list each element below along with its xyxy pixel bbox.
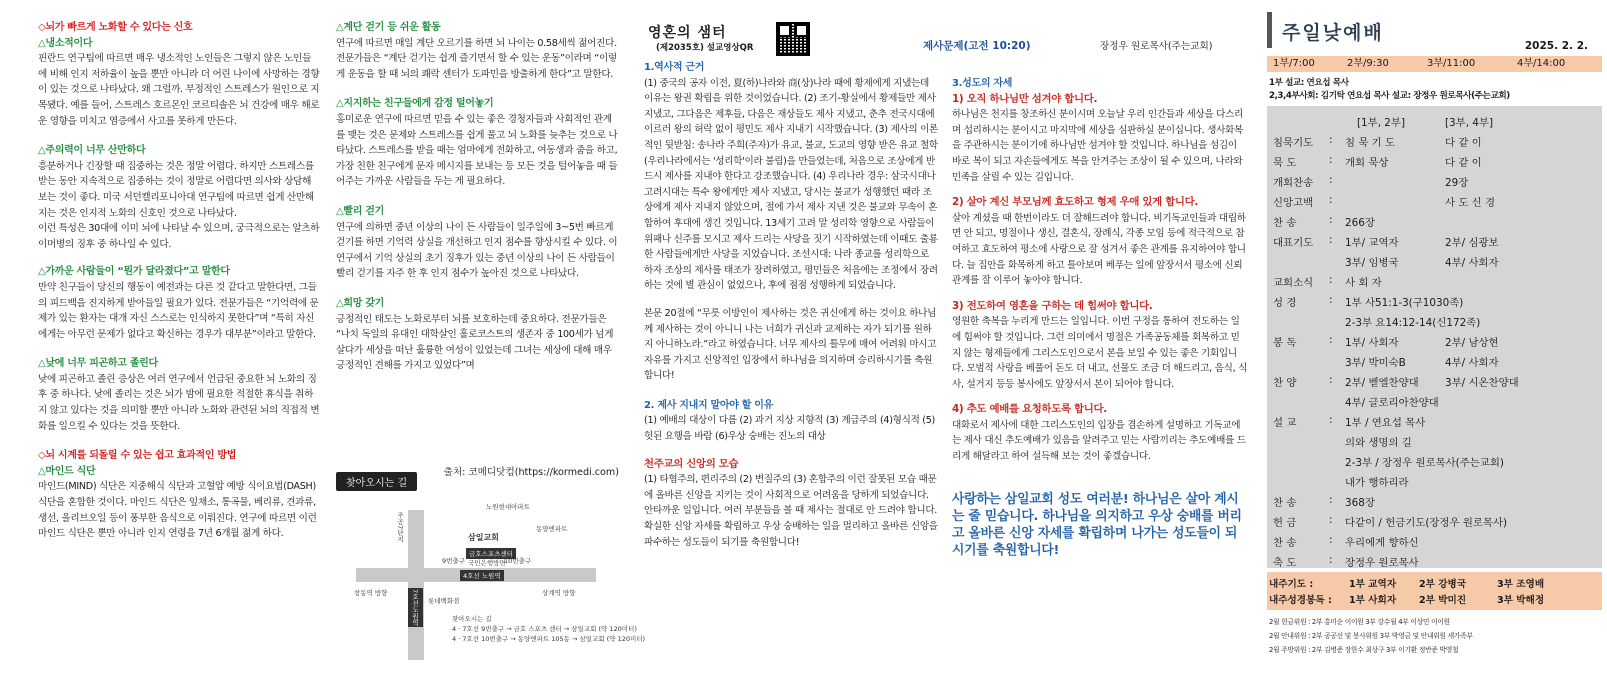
bulletin-title: 주일낮예배: [1267, 12, 1602, 48]
order-label: 찬 양: [1273, 377, 1297, 389]
sermon-body: 하나님은 천지를 창조하신 분이시며 오늘날 우리 인간들과 세상을 다스리며 섭리하시는 분이시고 마지막에 세상을 심판하실 분이십니다. 생사화복을 주관하시는 분이기에 하나님만 섬겨야 할 것입니다. 하나님을 섬김이 바로 복이 되고 자손들에게도 복을 안겨주는 조상이 될 수 있으며, 나라와 민족을 살릴 수 있는 길입니다.: [952, 109, 1244, 183]
map-label: 창동역 방향: [354, 589, 388, 597]
map-label: 국민은행방면: [468, 559, 506, 567]
order-value: 의와 생명의 길: [1345, 437, 1412, 449]
order-colon: :: [1329, 294, 1333, 306]
volunteer-row: 2월 안내위원 : 2부 공공선 및 봉사위원 3부 박영금 및 안내위원 세가족부: [1269, 632, 1473, 640]
prayer-schedule: [1267, 572, 1602, 610]
order-value: 1부 / 연요섭 목사: [1345, 417, 1426, 429]
order-of-worship: [1267, 106, 1602, 568]
section-body: 핀란드 연구팀에 따르면 매우 냉소적인 노인들은 그렇지 않은 노인들에 비해 인지 저하율이 높을 뿐만 아니라 더 어린 나이에 사망하는 경향이 있는 것으로 나타났다. 왜 그럴까. 부정적인 스트레스가 원인으로 지목됐다. 예를 들어, 스트레스 호르몬인 코르티솔은 뇌 건강에 매우 해로운 영향을 미치고 염증에서 사고를 못하게 만든다.: [38, 53, 320, 127]
map-label: 노원현대아파트: [486, 503, 530, 511]
sermon-subheading: 4) 추도 예배를 요청하도록 합니다.: [952, 403, 1107, 416]
order-value: 개회 묵상: [1345, 157, 1389, 169]
article-source: 출처: 코메디닷컴(https://kormedi.com): [443, 467, 619, 478]
map-road: [408, 510, 424, 660]
order-value: 266장: [1345, 217, 1375, 229]
sermon-body: 살아 계셨을 때 한번이라도 더 잘해드려야 합니다. 비기독교인들과 대립하면 안 되고, 명절이나 생신, 결혼식, 장례식, 각종 모임 등에 적극적으로 참여하고 효도하여 평소에 사랑으로 잘 섬겨서 좋은 관계를 유지하여야 합니다. 늘 집안을 화목하게 하고 틀아보며 베푸는 일에 앞장서서 평소에 신뢰 관계를 잘 이루어 놓아야 합니다.: [952, 212, 1246, 287]
prayer-label: 내주성경봉독 :: [1269, 595, 1332, 606]
section-body: 연구에 의하면 중년 이상의 나이 든 사람들이 일주일에 3~5번 빠르게 걷기를 하면 기억력 상실을 개선하고 인지 점수를 향상시킬 수 있다. 이 연구에서 기억 상실의 초기 징후가 있는 중년 이상의 나이 든 사람들이 빨리 걷기를 자주 한 후 인지 점수가 높아진 것으로 나타났다.: [336, 221, 618, 280]
volunteer-row: 2월 헌금위원 : 2부 홍미순 이이원 3부 강수월 4부 이상민 이이원: [1269, 618, 1450, 626]
sermon-heading: 3.성도의 자세: [952, 78, 1013, 89]
order-colon: :: [1329, 514, 1333, 526]
order-value: 1부/ 사회자: [1345, 337, 1399, 349]
order-value: 다같이 / 헌금기도(장정우 원로목사): [1345, 517, 1508, 529]
worship-bulletin: [1267, 12, 1602, 672]
order-value: 4부/ 글로리아찬양대: [1345, 397, 1439, 409]
sermon-heading: 2. 제사 지내지 말아야 할 이유: [644, 399, 774, 411]
section-heading: △낮에 너무 피곤하고 졸린다: [38, 358, 158, 370]
order-value: 다 같 이: [1445, 157, 1482, 169]
service-time: 2부/9:30: [1347, 58, 1389, 69]
order-colon: :: [1329, 134, 1333, 146]
map-tag: 찾아오시는 길: [336, 472, 417, 491]
order-value: 2-3부 / 장정우 원로목사(주는교회): [1345, 457, 1504, 469]
service-time: 4부/14:00: [1517, 58, 1566, 69]
map-directions: 4 · 7호선 9번출구 → 금호 스포츠 센터 → 삼일교회 (약 120미터): [452, 625, 637, 633]
map-directions: 4 · 7호선 10번출구 → 동양엔파트 105동 → 삼일교회 (약 120미터): [452, 635, 646, 643]
sermon-col1: [644, 60, 940, 550]
order-colon: :: [1329, 554, 1333, 566]
map-directions-title: 찾아오시는 길: [452, 615, 492, 623]
order-label: 개회찬송: [1273, 177, 1314, 189]
order-value: 3부/ 시온찬양대: [1445, 377, 1519, 389]
order-colon: :: [1329, 194, 1333, 206]
qr-code-icon[interactable]: [776, 22, 810, 56]
map-drawing: [354, 503, 646, 660]
order-colon: :: [1329, 214, 1333, 226]
order-value: 침 묵 기 도: [1345, 137, 1396, 149]
leader-line: 2,3,4부사회: 김기탁 연요섭 목사 설교: 장정우 원로목사(주는교회): [1269, 91, 1510, 101]
order-label: 설 교: [1273, 417, 1297, 429]
map-label: 동양엔파트: [536, 525, 568, 533]
order-colon: :: [1329, 374, 1333, 386]
map-label: 7호선노원역: [408, 588, 423, 627]
directions-map: [336, 467, 646, 665]
sermon-logo-title: 영혼의 샘터: [648, 25, 727, 41]
order-label: 침묵기도: [1273, 137, 1314, 149]
order-value: 1부/ 교역자: [1345, 237, 1399, 249]
order-colon: :: [1329, 154, 1333, 166]
order-header-left: [1부, 2부]: [1357, 117, 1406, 129]
sermon-subheading: 1) 오직 하나님만 섬겨야 합니다.: [952, 92, 1098, 105]
order-value: 다 같 이: [1445, 137, 1482, 149]
order-colon: :: [1329, 234, 1333, 246]
service-time: 1부/7:00: [1273, 58, 1315, 69]
sermon-body: (1) 타협주의, 편리주의 (2) 변질주의 (3) 혼합주의 이런 잘못된 모습 때문에 올바른 신앙을 지키는 것이 사회적으로 어려움을 당하게 되었습니다. 안타까운 일입니다. 여러 부분들을 볼 때 제사는 절대로 안 드려야 합니다. 확실한 신앙 자세를 확립하고 우상 숭배하는 일을 멀리하고 올바른 신앙을 파수하는 성도들이 되기를 축원합니다!: [644, 474, 938, 548]
health-article-col1: [38, 20, 320, 542]
sermon-body: 대화로서 제사에 대한 그리스도인의 입장을 겸손하게 설명하고 기독교에는 제사 대신 추도예배가 있음을 알려주고 믿는 사람끼리는 추도예배를 드리게 해달라고 하여 설득해 보는 것이 좋겠습니다.: [952, 419, 1246, 463]
map-label: 4호선 노원역: [460, 570, 504, 581]
prayer-name: 3부 박해정: [1497, 595, 1545, 606]
order-value: 우리에게 향하신: [1345, 537, 1419, 549]
order-value: 사 도 신 경: [1445, 197, 1496, 209]
order-value: 2-3부 요14:12-14(신172족): [1345, 317, 1481, 329]
order-label: 찬 송: [1273, 537, 1297, 549]
order-value: 29장: [1445, 177, 1469, 189]
section-heading: △빨리 걷기: [336, 205, 385, 217]
order-header-right: [3부, 4부]: [1445, 117, 1494, 129]
sermon-preacher: 장정우 원로목사(주는교회): [1100, 41, 1213, 52]
order-value: 3부/ 임병국: [1345, 257, 1399, 269]
order-label: 성 경: [1273, 297, 1297, 309]
volunteer-row: 2월 주방위원 : 2부 김병준 장한수 최상구 3부 이기환 정반준 박영철: [1269, 646, 1459, 654]
section-body: 이런 특성은 30대에 이미 뇌에 나타날 수 있으며, 궁극적으로는 알츠하이머병의 징후 중 하나일 수 있다.: [38, 223, 320, 250]
order-value: 4부/ 사회자: [1445, 257, 1499, 269]
sermon-body: (1) 예배의 대상이 다름 (2) 과거 지상 지향적 (3) 계급주의 (4)형식적 (5)헛된 요행을 바람 (6)우상 숭배는 진노의 대상: [644, 415, 935, 443]
bulletin-date: 2025. 2. 2.: [1524, 40, 1588, 52]
order-label: 찬 송: [1273, 497, 1297, 509]
order-colon: :: [1329, 174, 1333, 186]
order-value: 내가 행하리라: [1345, 477, 1409, 489]
order-label: 대표기도: [1273, 237, 1314, 249]
section-heading: △계단 걷기 등 쉬운 활동: [336, 22, 441, 33]
order-colon: :: [1329, 274, 1333, 286]
sermon-logo-sub: (제2035호) 설교영상QR: [656, 43, 754, 53]
map-label: 삼일교회: [468, 533, 499, 542]
sermon-heading: 천주교의 신앙의 모습: [644, 457, 739, 470]
article-subtitle: ◇뇌 시계를 되돌릴 수 있는 쉽고 효과적인 방법: [38, 450, 237, 462]
service-times: [1267, 56, 1602, 72]
section-heading: △냉소적이다: [38, 37, 93, 49]
sermon-subheading: 2) 살아 계신 부모님께 효도하고 형제 우애 있게 합니다.: [952, 196, 1199, 209]
map-label: 주공7단지: [396, 512, 404, 543]
order-value: 4부/ 사회자: [1445, 357, 1499, 369]
article-title: ◇뇌가 빠르게 노화할 수 있다는 신호: [38, 22, 193, 33]
sermon-topic: 제사문제(고전 10:20): [923, 40, 1031, 52]
prayer-label: 내주기도 :: [1269, 579, 1314, 590]
preacher-line: 1부 설교: 연요섭 목사: [1269, 78, 1349, 88]
section-heading: △가까운 사람들이 “뭔가 달라졌다”고 말한다: [38, 266, 230, 278]
section-body: 흥분하거나 긴장할 때 집중하는 것은 정말 어렵다. 하지만 스트레스를 받는 동안 지속적으로 집중하는 것이 정말로 어렵다면 의사와 상담해 보는 것이 좋다. 미국 서던캘리포니아대 연구팀에 따르면 쉽게 산만해지는 것은 인지적 노화의 신호인 것으로 나타났다.: [38, 160, 314, 219]
order-label: 축 도: [1273, 557, 1297, 569]
prayer-name: 3부 조영배: [1497, 579, 1545, 590]
order-label: 찬 송: [1273, 217, 1297, 229]
sermon-closing: 사랑하는 삼일교회 성도 여러분! 하나님은 살아 계시는 줄 믿습니다. 하나님을 의지하고 우상 숭배를 버리고 올바른 신앙 자세를 확립하며 나가는 성도들이 되시기를 축원합니다!: [952, 491, 1242, 558]
section-body: 낮에 피곤하고 졸린 증상은 여러 연구에서 언급된 중요한 뇌 노화의 징후 중 하나다. 낮에 졸리는 것은 뇌가 밤에 필요한 적절한 휴식을 취하지 않고 있다는 것을 의미할 뿐만 아니라 노화와 관련된 뇌의 직접적 변화를 일으킬 수 있다는 것을 뜻한다.: [38, 373, 320, 432]
section-body: 연구에 따르면 매일 계단 오르기를 하면 뇌 나이는 0.58세씩 젊어진다. 전문가들은 “계단 걷기는 쉽게 즐기면서 할 수 있는 운동”이라며 “이렇게 운동을 할 때 뇌의 쾌락 센터가 도파민을 방출하게 한다”고 말한다.: [336, 37, 617, 80]
section-heading: △주의력이 너무 산만하다: [38, 145, 146, 157]
sermon-heading: 1.역사적 근거: [644, 62, 705, 73]
prayer-name: 2부 강병국: [1419, 579, 1467, 590]
section-body: 만약 친구들이 당신의 행동이 예전과는 다른 것 같다고 말한다면, 그들의 피드백을 진지하게 받아들일 필요가 있다. 전문가들은 “기억력에 문제가 있는 환자는 대개 자신 스스로는 인식하지 못한다”며 “특히 자신에게는 아무런 문제가 없다고 확신하는 경우가 대부분”이라고 말한다.: [38, 281, 319, 340]
order-label: 봉 독: [1273, 337, 1297, 349]
order-value: 2부/ 남상현: [1445, 337, 1499, 349]
order-label: 교회소식: [1273, 277, 1314, 289]
order-value: 1부 사51:1-3(구1030족): [1345, 297, 1464, 309]
section-heading: △마인드 식단: [38, 465, 96, 477]
map-label: 상계역 방향: [542, 589, 576, 597]
order-label: 신앙고백: [1273, 197, 1314, 209]
map-label: 10번출구: [504, 557, 532, 565]
order-colon: :: [1329, 334, 1333, 346]
section-body: 홍미로운 연구에 따르면 믿을 수 있는 좋은 경청자들과 사회적인 관계를 맺는 것은 문제와 스트레스를 쉽게 풀고 뇌 노화를 늦추는 것으로 나타났다. 스트레스를 받을 때는 엄마에게 전화하고, 여동생과 줌을 하고, 가장 친한 친구에게 문자 메시지를 보내는 등 모든 것을 털어놓을 때 들어주는 가까운 사람들을 두는 게 필요하다.: [336, 113, 618, 188]
map-label: 9번출구: [442, 557, 465, 565]
sermon-body: (1) 중국의 공자 이전, 夏(하)나라와 商(상)나라 때에 황제에게 지냈는데 이유는 왕권 확립을 위한 것이었습니다. (2) 조기-황실에서 황제들만 제사 지냈고, 그다음은 제후들, 다음은 재상들도 제사 지냈고, 춘추 전국시대에 이르러 왕의 허락 없이 평민도 제사 지내기 시작했습니다. (3) 제사의 이론적인 뒷받침: 송나라 주희(주자)가 유교, 불교, 도교의 영향 받은 유교 철학 (우리나라에서는 '성리학'이라 불림)을 만들었는데, 처음으로 조상에게 반드시 제사를 지내야 한다고 강조했습니다. (4) 우리나라 경우: 삼국시대나 고려시대는 특수 왕에게만 제사 지냈고, 당시는 불교가 성행했던 때라 조상에게 제사 지내지 않았으며, 절에 가서 제사 지낸 것은 불교와 무속이 혼합하여 후대에 생긴 것입니다. 13세기 고려 말 성리학 영향으로 사람들이 위패나 신주를 모시고 제사 드리는 사당을 짓기 시작하였는데 이때도 출룡한 사람들에게만 사당을 지었습니다. 조선시대: 나라 종교를 성리학으로 하자 조상의 제사를 태조가 장려하였고, 평민들은 처음에는 조정에서 장려하는 것에 별 관심이 없었으나, 후에 점점 성행하게 되었습니다.: [644, 77, 939, 292]
map-label: 롯데백화점: [428, 597, 460, 605]
order-value: 368장: [1345, 497, 1375, 509]
sermon-body: 본문 20절에 “무릇 이방인이 제사하는 것은 귀신에게 하는 것이요 하나님께 제사하는 것이 아니니 나는 너희가 귀신과 교제하는 자가 되기를 원하지 아니하노라.”라고 하였습니다. 너무 제사의 틀무에 매여 어려워 마시고 자유를 가지고 신앙적인 입장에서 하나님을 의지하며 승리하시기를 축원합니다!: [644, 307, 937, 382]
prayer-name: 1부 교역자: [1349, 579, 1397, 590]
order-value: 2부/ 벧엘찬양대: [1345, 377, 1419, 389]
sermon-body: 영원한 축복을 누리게 만드는 일입니다. 이번 구정을 통하여 전도하는 일에 힘써야 할 것입니다. 그런 의미에서 명절은 가족공동체를 회복하고 믿지 않는 형제들에게 그리스도인으로서 본을 보일 수 있는 좋은 기회입니다. 모범적 사랑을 베풀어 돈도 더 내고, 선물도 조금 더 해드리고, 음식, 식사, 설거지 등등 봉사에도 앞장서서 본이 되어야 합니다.: [952, 316, 1248, 390]
order-colon: :: [1329, 494, 1333, 506]
map-label: 금호스포츠센터: [466, 548, 516, 559]
section-body: 마인드(MIND) 식단은 지중해식 식단과 고혈압 예방 식이요법(DASH) 식단을 혼합한 것이다. 마인드 식단은 잎채소, 통곡물, 베리류, 견과류, 생선, 올리브오일 등이 풍부한 음식으로 이뤄진다. 연구에 따르면 이런 마인드 식단은 뿐만 아니라 인지 연령을 7년 6개월 젊게 하다.: [38, 481, 317, 540]
prayer-name: 1부 사회자: [1349, 595, 1397, 606]
order-value: 2부/ 심광보: [1445, 237, 1499, 249]
order-colon: :: [1329, 414, 1333, 426]
service-time: 3부/11:00: [1427, 58, 1476, 69]
section-heading: △지지하는 친구들에게 감정 털어놓기: [336, 98, 494, 110]
sermon-col2: [952, 76, 1248, 559]
order-value: 장정우 원로목사: [1345, 557, 1419, 569]
section-body: 긍정적인 태도는 노화로부터 뇌를 보호하는데 중요하다. 전문가들은 “나치 독일의 유대인 대학살인 홀로코스트의 생존자 중 100세가 넘게 살다가 세상을 떠난 훌륭한 여성이 있었는데 그녀는 세상에 대해 매우 긍정적인 견해를 가지고 있었다”며: [336, 313, 614, 372]
prayer-name: 2부 박미진: [1419, 595, 1467, 606]
order-label: 헌 금: [1273, 517, 1297, 529]
sermon-header: [648, 22, 1248, 62]
order-value: 사 회 자: [1345, 277, 1382, 289]
order-value: 3부/ 박미숙B: [1345, 357, 1406, 369]
sermon-subheading: 3) 전도하여 영혼을 구하는 데 힘써야 합니다.: [952, 299, 1153, 312]
order-label: 묵 도: [1273, 157, 1297, 169]
order-colon: :: [1329, 534, 1333, 546]
health-article-col2: [336, 20, 618, 374]
section-heading: △희망 갖기: [336, 297, 385, 309]
